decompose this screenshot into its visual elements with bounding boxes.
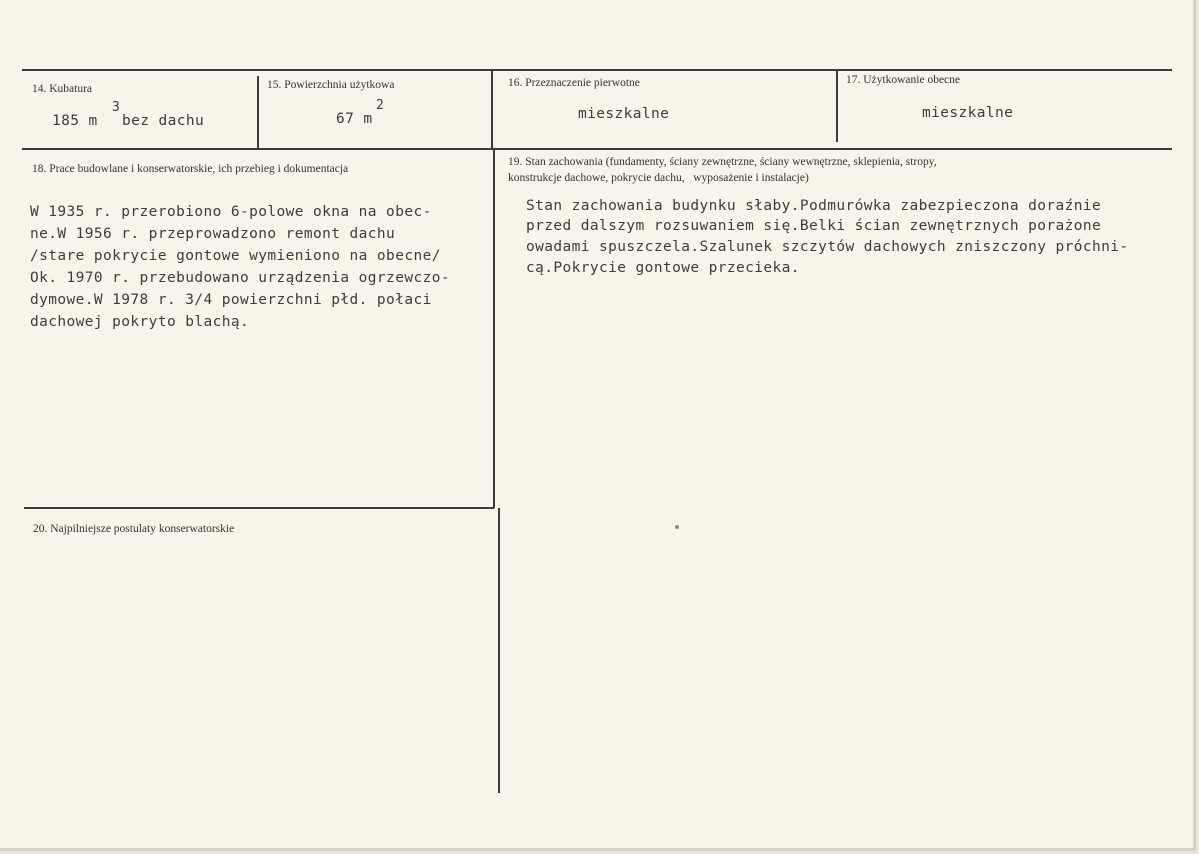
col-divider-14-15 <box>257 76 259 148</box>
field-18-line: Ok. 1970 r. przebudowano urządzenia ogrzewczo- <box>30 270 450 286</box>
paper-speck <box>675 525 679 529</box>
col-divider-16-17 <box>836 70 838 142</box>
col-divider-15-16 <box>491 70 493 148</box>
row-divider <box>22 148 1172 150</box>
field-18-line: dymowe.W 1978 r. 3/4 powierzchni płd. połaci <box>30 292 432 308</box>
field-19-line: przed dalszym rozsuwaniem się.Belki ścian zewnętrznych porażone <box>526 218 1102 234</box>
field-15-exponent: 2 <box>376 98 384 113</box>
field-18-line: dachowej pokryto blachą. <box>30 314 250 330</box>
field-14-suffix: bez dachu <box>122 113 205 129</box>
field-20-label: 20. Najpilniejsze postulaty konserwatorskie <box>33 523 235 535</box>
main-vertical-divider-lower <box>498 508 500 793</box>
field-18-line: ne.W 1956 r. przeprowadzono remont dachu <box>30 226 396 242</box>
field-14-exponent: 3 <box>112 100 120 115</box>
field-19-label-line: konstrukcje dachowe, pokrycie dachu, wyposażenie i instalacje) <box>508 172 809 184</box>
field-17-value: mieszkalne <box>922 105 1014 121</box>
field-18-line: W 1935 r. przerobiono 6-polowe okna na obec- <box>30 204 432 220</box>
field-15-label: 15. Powierzchnia użytkowa <box>267 79 395 91</box>
main-vertical-divider <box>493 150 495 508</box>
field-19-line: Stan zachowania budynku słaby.Podmurówka zabezpieczona doraźnie <box>526 198 1102 214</box>
section-20-rule <box>24 507 494 509</box>
top-rule <box>22 69 1172 71</box>
field-19-line: owadami spuszczela.Szalunek szczytów dachowych zniszczony próchni- <box>526 239 1129 255</box>
field-14-label: 14. Kubatura <box>32 83 93 95</box>
field-16-value: mieszkalne <box>578 106 670 122</box>
field-14-value: 185 m <box>52 113 98 129</box>
field-15-value: 67 m <box>336 111 373 127</box>
field-16-label: 16. Przeznaczenie pierwotne <box>508 77 640 89</box>
field-18-label: 18. Prace budowlane i konserwatorskie, ich przebieg i dokumentacja <box>32 163 349 175</box>
field-17-label: 17. Użytkowanie obecne <box>846 74 961 86</box>
field-19-label-line: 19. Stan zachowania (fundamenty, ściany zewnętrzne, ściany wewnętrzne, sklepienia, stropy, <box>508 156 937 168</box>
field-18-line: /stare pokrycie gontowe wymieniono na obecne/ <box>30 248 441 264</box>
field-19-line: cą.Pokrycie gontowe przecieka. <box>526 260 800 276</box>
